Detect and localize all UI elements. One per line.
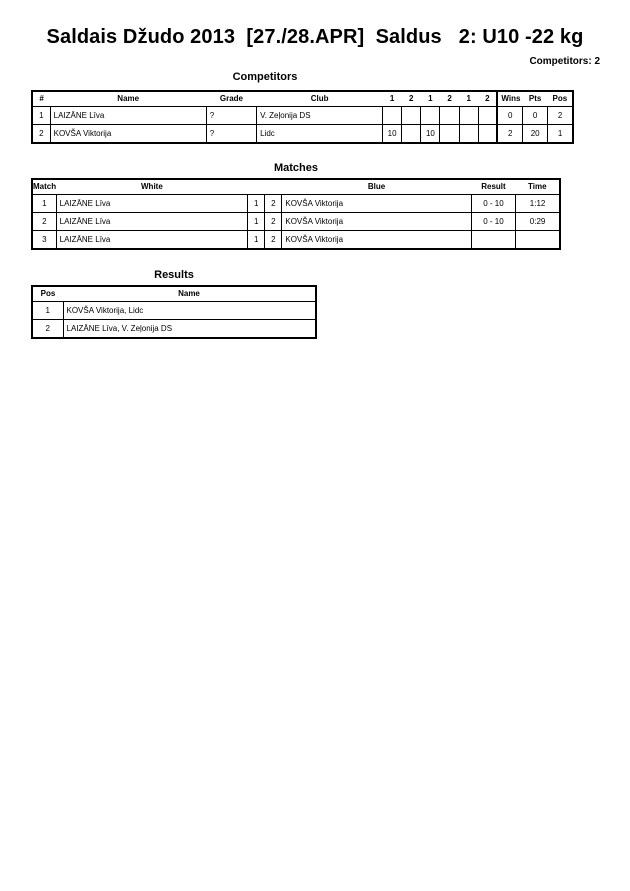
cell-score: [478, 107, 497, 125]
cell-blue: KOVŠA Viktorija: [282, 213, 471, 231]
cell-grade: ?: [206, 125, 256, 144]
col-score-2: 2: [409, 94, 414, 103]
table-row: [32, 302, 316, 320]
cell-blue-num: 2: [265, 231, 282, 250]
cell-pts: 0: [523, 107, 548, 125]
cell-pos: 2: [548, 107, 573, 125]
competitors-count: Competitors: 2: [529, 56, 600, 67]
cell-pos: 2: [32, 320, 63, 339]
cell-blue: KOVŠA Viktorija: [282, 195, 471, 213]
results-table: [31, 285, 317, 339]
cell-wins: 2: [497, 125, 522, 144]
cell-pos: 1: [548, 125, 573, 144]
cell-score: [459, 125, 478, 144]
col-score-6: 2: [485, 94, 490, 103]
col-score-4: 2: [447, 94, 452, 103]
cell-club: V. Zeļonija DS: [257, 107, 383, 125]
cell-club: Lidc: [257, 125, 383, 144]
col-pos: Pos: [40, 289, 56, 298]
cell-score: [478, 125, 497, 144]
cell-white: LAIZĀNE Līva: [56, 213, 247, 231]
cell-time: 1:12: [516, 195, 560, 213]
col-score-5: 1: [466, 94, 471, 103]
cell-blue-num: 2: [265, 213, 282, 231]
col-club: Club: [310, 94, 329, 103]
table-row: [32, 231, 560, 250]
col-match: Match: [33, 182, 57, 191]
cell-score: [402, 125, 421, 144]
matches-table: [31, 178, 561, 250]
cell-pos: 1: [32, 302, 63, 320]
cell-blue: KOVŠA Viktorija: [282, 231, 471, 250]
cell-white-num: 1: [248, 195, 265, 213]
cell-score: [402, 107, 421, 125]
table-row: [32, 125, 573, 144]
col-white-num: [248, 179, 265, 195]
cell-match: 3: [32, 231, 56, 250]
cell-score: [459, 107, 478, 125]
competitors-header-row: [32, 91, 573, 107]
col-white: White: [141, 182, 163, 191]
cell-match: 2: [32, 213, 56, 231]
cell-name: KOVŠA Viktorija, Lidc: [63, 302, 316, 320]
results-header-row: [32, 286, 316, 302]
cell-white: LAIZĀNE Līva: [56, 231, 247, 250]
cell-name: LAIZĀNE Līva: [50, 107, 206, 125]
results-heading: Results: [154, 269, 194, 281]
cell-score: [440, 125, 459, 144]
table-row: [32, 320, 316, 339]
cell-white-num: 1: [248, 231, 265, 250]
competitors-table: [31, 90, 574, 144]
table-row: [32, 195, 560, 213]
col-wins: Wins: [497, 91, 522, 107]
cell-result: 0 - 10: [471, 213, 515, 231]
col-num: #: [39, 94, 44, 103]
col-blue: Blue: [367, 182, 386, 191]
col-blue-num: [265, 179, 282, 195]
cell-result: 0 - 10: [471, 195, 515, 213]
cell-time: [516, 231, 560, 250]
cell-name: KOVŠA Viktorija: [50, 125, 206, 144]
table-row: [32, 107, 573, 125]
page-title: Saldais Džudo 2013 [27./28.APR] Saldus 2: U10 -22 kg: [46, 26, 584, 48]
col-score-3: 1: [428, 94, 433, 103]
cell-num: 2: [32, 125, 50, 144]
cell-pts: 20: [523, 125, 548, 144]
col-grade: Grade: [219, 94, 243, 103]
table-row: [32, 213, 560, 231]
cell-score: [440, 107, 459, 125]
col-time: Time: [528, 182, 547, 191]
cell-match: 1: [32, 195, 56, 213]
col-name: Name: [117, 94, 140, 103]
cell-time: 0:29: [516, 213, 560, 231]
cell-num: 1: [32, 107, 50, 125]
cell-white: LAIZĀNE Līva: [56, 195, 247, 213]
col-pos: Pos: [552, 94, 568, 103]
cell-wins: 0: [497, 107, 522, 125]
col-result: Result: [481, 182, 506, 191]
cell-score: [383, 107, 402, 125]
cell-blue-num: 2: [265, 195, 282, 213]
col-score-1: 1: [389, 94, 395, 103]
matches-header-row: [32, 179, 560, 195]
matches-heading: Matches: [273, 162, 319, 174]
cell-white-num: 1: [248, 213, 265, 231]
cell-result: [471, 231, 515, 250]
cell-score: 10: [421, 125, 440, 144]
cell-name: LAIZĀNE Līva, V. Zeļonija DS: [63, 320, 316, 339]
cell-score: [421, 107, 440, 125]
col-pts: Pts: [528, 94, 542, 103]
col-name: Name: [178, 289, 200, 298]
competitors-heading: Competitors: [232, 71, 298, 83]
cell-score: 10: [383, 125, 402, 144]
cell-grade: ?: [206, 107, 256, 125]
